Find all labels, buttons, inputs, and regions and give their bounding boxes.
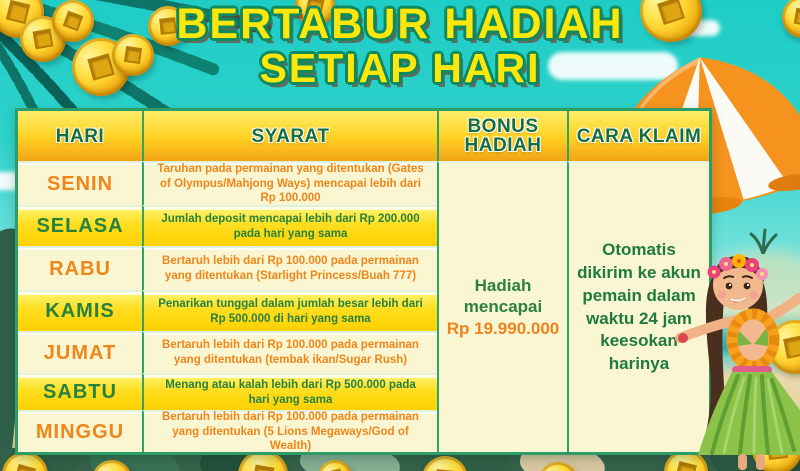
bonus-amount: Rp 19.990.000 bbox=[446, 318, 560, 338]
hula-girl-illustration bbox=[650, 240, 800, 471]
header-hari: HARI bbox=[18, 111, 142, 161]
page-title bbox=[0, 2, 800, 89]
bonus-hadiah-cell bbox=[437, 161, 567, 452]
header-syarat: SYARAT bbox=[142, 111, 437, 161]
syarat-cell-rabu: Bertaruh lebih dari Rp 100.000 pada permainan yang ditentukan (Starlight Princess/Buah 777) bbox=[142, 246, 437, 290]
syarat-cell-senin: Taruhan pada permainan yang ditentukan (Gates of Olympus/Mahjong Ways) mencapai lebih dari Rp 100.000 bbox=[142, 161, 437, 205]
title-line-2: SETIAP HARI bbox=[259, 44, 541, 91]
syarat-cell-minggu: Bertaruh lebih dari Rp 100.000 pada permainan yang ditentukan (5 Lions Megaways/God of Wealth) bbox=[142, 410, 437, 452]
day-cell-selasa: SELASA bbox=[18, 205, 142, 246]
bonus-text: Hadiah mencapai bbox=[463, 276, 543, 317]
promo-table bbox=[15, 108, 712, 455]
syarat-cell-kamis: Penarikan tunggal dalam jumlah besar lebih dari Rp 500.000 di hari yang sama bbox=[142, 290, 437, 331]
header-bonus-hadiah: BONUS HADIAH bbox=[437, 111, 567, 161]
syarat-cell-selasa: Jumlah deposit mencapai lebih dari Rp 200.000 pada hari yang sama bbox=[142, 205, 437, 246]
day-cell-minggu: MINGGU bbox=[18, 410, 142, 452]
day-cell-kamis: KAMIS bbox=[18, 290, 142, 331]
day-cell-rabu: RABU bbox=[18, 246, 142, 290]
syarat-cell-jumat: Bertaruh lebih dari Rp 100.000 pada permainan yang ditentukan (tembak ikan/Sugar Rush) bbox=[142, 331, 437, 373]
syarat-cell-sabtu: Menang atau kalah lebih dari Rp 500.000 pada hari yang sama bbox=[142, 373, 437, 410]
day-cell-senin: SENIN bbox=[18, 161, 142, 205]
cara-klaim-text: Otomatis dikirim ke akun pemain dalam waktu 24 jam keesokan harinya bbox=[577, 239, 701, 374]
day-cell-sabtu: SABTU bbox=[18, 373, 142, 410]
title-line-1: BERTABUR HADIAH bbox=[176, 0, 624, 48]
day-cell-jumat: JUMAT bbox=[18, 331, 142, 373]
header-cara-klaim: CARA KLAIM bbox=[567, 111, 709, 161]
